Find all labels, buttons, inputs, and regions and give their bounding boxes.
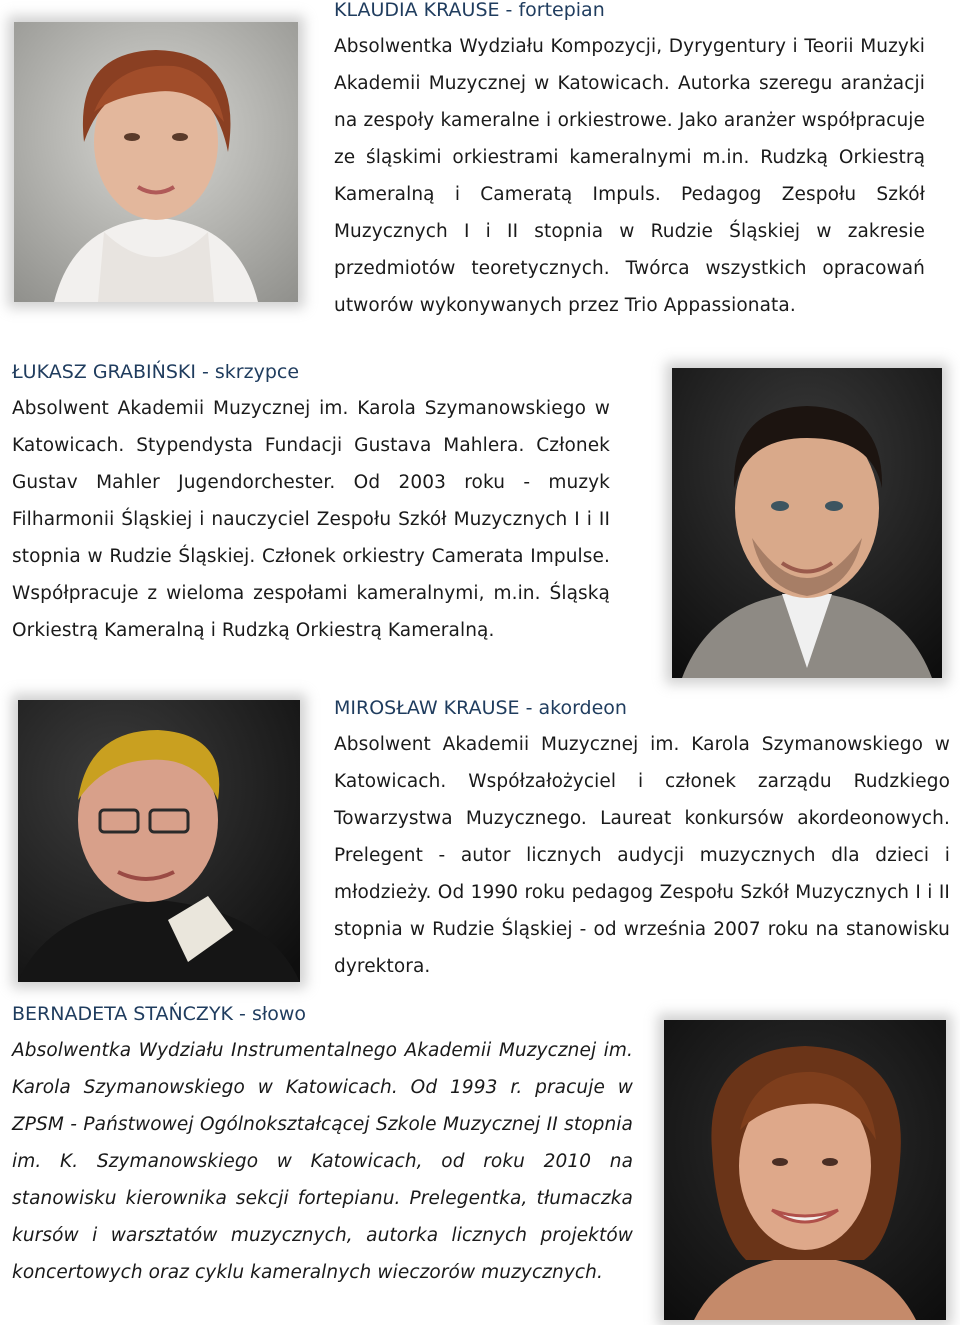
bio-miroslaw-krause <box>334 698 950 985</box>
bio-heading: MIROSŁAW KRAUSE - akordeon <box>334 697 627 719</box>
bio-text: Absolwentka Wydziału Kompozycji, Dyrygentury i Teorii Muzyki Akademii Muzycznej w Katowicach. Autorka szeregu aranżacji na zespoły kameralne i orkiestrowe. Jako aranżer współpracuje ze śląskimi orkiestrami kameralnymi m.in. Rudzką Orkiestrą Kameralną i Cameratą Impuls. Pedagog Zespołu Szkół Muzycznych I i II stopnia w Rudzie Śląskiej w zakresie przedmiotów teoretycznych. Twórca wszystkich opracowań utworów wykonywanych przez Trio Appassionata. <box>334 36 925 316</box>
bio-text: Absolwentka Wydziału Instrumentalnego Akademii Muzycznej im. Karola Szymanowskiego w Katowicach. Od 1993 r. pracuje w ZPSM - Państwowej Ogólnokształcącej Szkole Muzycznej II stopnia im. K. Szymanowskiego w Katowicach, od roku 2010 na stanowisku kierownika sekcji fortepianu. Prelegentka, tłumaczka kursów i warsztatów muzycznych, autorka licznych projektów koncertowych oraz cyklu kameralnych wieczorów muzycznych. <box>12 1040 633 1283</box>
portrait-klaudia-krause <box>14 22 298 302</box>
bio-text: Absolwent Akademii Muzycznej im. Karola Szymanowskiego w Katowicach. Stypendysta Fundacji Gustava Mahlera. Członek Gustav Mahler Jugendorchester. Od 2003 roku - muzyk Filharmonii Śląskiej i nauczyciel Zespołu Szkół Muzycznych I i II stopnia w Rudzie Śląskiej. Członek orkiestry Camerata Impulse. Współpracuje z wieloma zespołami kameralnymi, m.in. Śląską Orkiestrą Kameralną i Rudzką Orkiestrą Kameralną. <box>12 398 610 641</box>
bio-klaudia-krause <box>334 0 925 324</box>
bio-heading: KLAUDIA KRAUSE - fortepian <box>334 0 605 21</box>
bio-bernadeta-stanczyk <box>12 1004 633 1291</box>
portrait-bernadeta-stanczyk <box>664 1020 946 1320</box>
bio-text: Absolwent Akademii Muzycznej im. Karola Szymanowskiego w Katowicach. Współzałożyciel i członek zarządu Rudzkiego Towarzystwa Muzycznego. Laureat konkursów akordeonowych. Prelegent - autor licznych audycji muzycznych dla dzieci i młodzieży. Od 1990 roku pedagog Zespołu Szkół Muzycznych I i II stopnia w Rudzie Śląskiej - od września 2007 roku na stanowisku dyrektora. <box>334 734 950 977</box>
bio-lukasz-grabinski <box>12 362 610 649</box>
portrait-lukasz-grabinski <box>672 368 942 678</box>
bio-heading: BERNADETA STAŃCZYK - słowo <box>12 1003 307 1025</box>
portrait-miroslaw-krause <box>18 700 300 982</box>
bio-heading: ŁUKASZ GRABIŃSKI - skrzypce <box>12 361 300 383</box>
